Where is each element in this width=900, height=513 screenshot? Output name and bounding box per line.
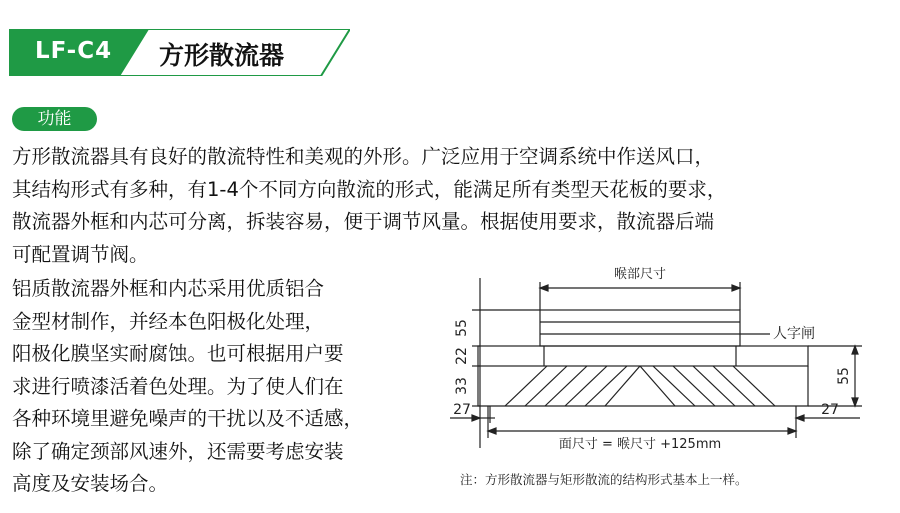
product-title: 方形散流器 xyxy=(159,41,285,70)
product-header xyxy=(9,29,350,76)
dimension-27-left: 27 xyxy=(453,402,471,418)
arrowhead xyxy=(732,285,740,291)
dimension-33: 33 xyxy=(454,377,470,395)
model-code: LF-C4 xyxy=(35,38,113,64)
arrowhead xyxy=(540,285,548,291)
face-size-label: 面尺寸 = 喉尺寸 +125mm xyxy=(558,437,722,452)
neck-box xyxy=(540,310,740,346)
diagram-note: 注：方形散流器与矩形散流的结构形式基本上一样。 xyxy=(460,472,748,487)
description-paragraph: 方形散流器具有良好的散流特性和美观的外形。广泛应用于空调系统中作送风口， 其结构形式有多种，有1-4个不同方向散流的形式，能满足所有类型天花板的要求， 散流器外框和内芯可分离，拆装容易，便于调节风量。根据使用要求，散流器后端 可配置调节阀。 xyxy=(12,145,727,266)
neck-size-label: 喉部尺寸 xyxy=(613,267,667,282)
dimension-27-right: 27 xyxy=(821,402,839,418)
dimension-55-left: 55 xyxy=(454,319,470,337)
damper-label: 人字闸 xyxy=(773,326,815,342)
material-paragraph: 铝质散流器外框和内芯采用优质铝合 金型材制作，并经本色阳极化处理， 阳极化膜坚实耐腐蚀。也可根据用户要 求进行喷漆活着色处理。为了使人们在 各种环境里避免噪声的干扰以及不适感， 除了确定颈部风速外，还需要考虑安装 高度及安装场合。 xyxy=(12,277,364,495)
dimension-55-right: 55 xyxy=(836,367,852,385)
dimension-22: 22 xyxy=(454,347,470,365)
face-frame-right xyxy=(785,366,808,406)
diffuser-blades xyxy=(505,366,775,406)
function-section-badge: 功能 xyxy=(12,107,97,131)
flange xyxy=(478,346,808,366)
diffuser-structure-diagram xyxy=(440,258,870,503)
